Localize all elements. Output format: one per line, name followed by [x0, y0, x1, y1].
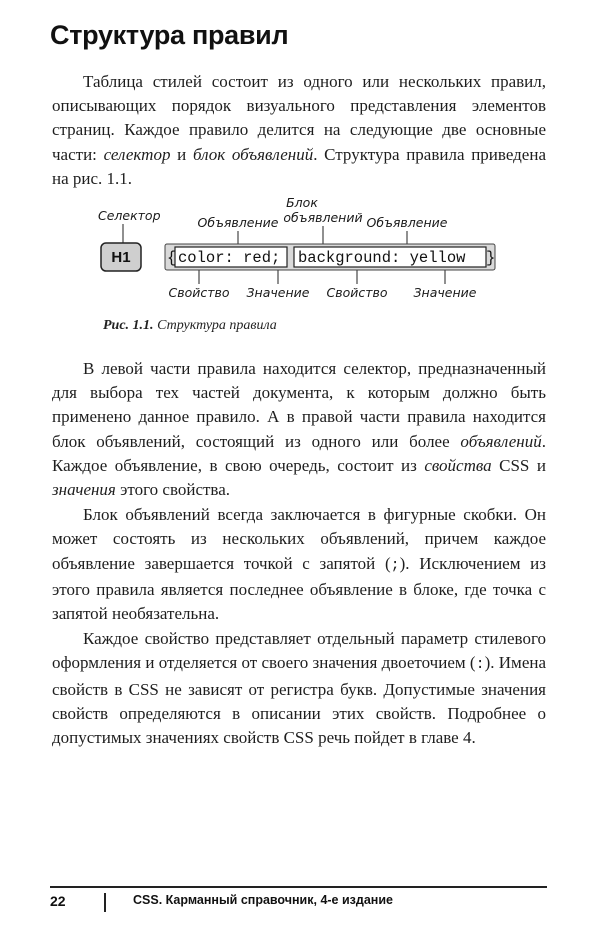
term-selector: селектор: [103, 144, 171, 164]
declaration-label-2: Объявление: [366, 215, 448, 230]
intro-paragraph: Таблица стилей состоит из одного или нескольких правил, описывающих порядок визуального представления элементов страниц. Каждое правило делится на следующие две основные части: селектор и блок объявлений. Структура правила приведена на рис. 1.1.: [52, 72, 546, 188]
caption-text: Структура правила: [153, 318, 277, 333]
block-label-line2: объявлений: [283, 210, 363, 225]
caption-number: Рис. 1.1.: [103, 318, 154, 333]
selector-label: Селектор: [98, 208, 161, 223]
running-title: CSS. Карманный справочник, 4-е издание: [133, 893, 393, 907]
figure-caption: [103, 318, 277, 334]
paragraph-3: Каждое свойство представляет отдельный параметр стилевого оформления и отделяется от своего значения двоеточием (:). Имена свойств в CSS не зависят от регистра букв. Допустимые значения свойств определяются в описании этих свойств. Подробнее о допустимых значениях свойств CSS речь пойдет в главе 4.: [52, 629, 547, 748]
block-label-line1: Блок: [286, 196, 318, 210]
semicolon-code: ;: [390, 556, 400, 574]
paragraph-1: В левой части правила находится селектор, предназначенный для выбора тех частей документа, к которым должно быть применено данное правило. А в правой части правила находится блок объявлений, состоящий из одного или более объявлений. Каждое объявление, в свою очередь, состоит из свойства CSS и значения этого свойства.: [52, 359, 546, 500]
colon-code: :: [475, 656, 485, 674]
term-declaration-block: блок объявлений: [192, 144, 314, 164]
brace-close: }: [486, 249, 496, 267]
selector-tag: H1: [111, 249, 131, 266]
main-text: [52, 357, 546, 750]
property-label-1: Свойство: [168, 285, 230, 300]
declaration-2-code: background: yellow: [298, 249, 466, 267]
declaration-label-1: Объявление: [197, 215, 279, 230]
property-label-2: Свойство: [326, 285, 388, 300]
paragraph-2: Блок объявлений всегда заключается в фигурные скобки. Он может состоять из нескольких объявлений, причем каждое объявление завершается точкой с запятой (;). Исключением из этого правила является последнее объявление в блоке, где точка с запятой необязательна.: [52, 505, 546, 624]
footer-rule: [50, 886, 547, 888]
section-heading: Структура правил: [50, 20, 289, 50]
rule-structure-figure: [95, 196, 515, 306]
value-label-1: Значение: [246, 285, 310, 300]
declaration-1-code: color: red;: [178, 249, 281, 267]
footer-separator: [104, 893, 106, 912]
brace-open: {: [167, 249, 177, 267]
value-label-2: Значение: [413, 285, 477, 300]
page-number: 22: [50, 893, 66, 909]
